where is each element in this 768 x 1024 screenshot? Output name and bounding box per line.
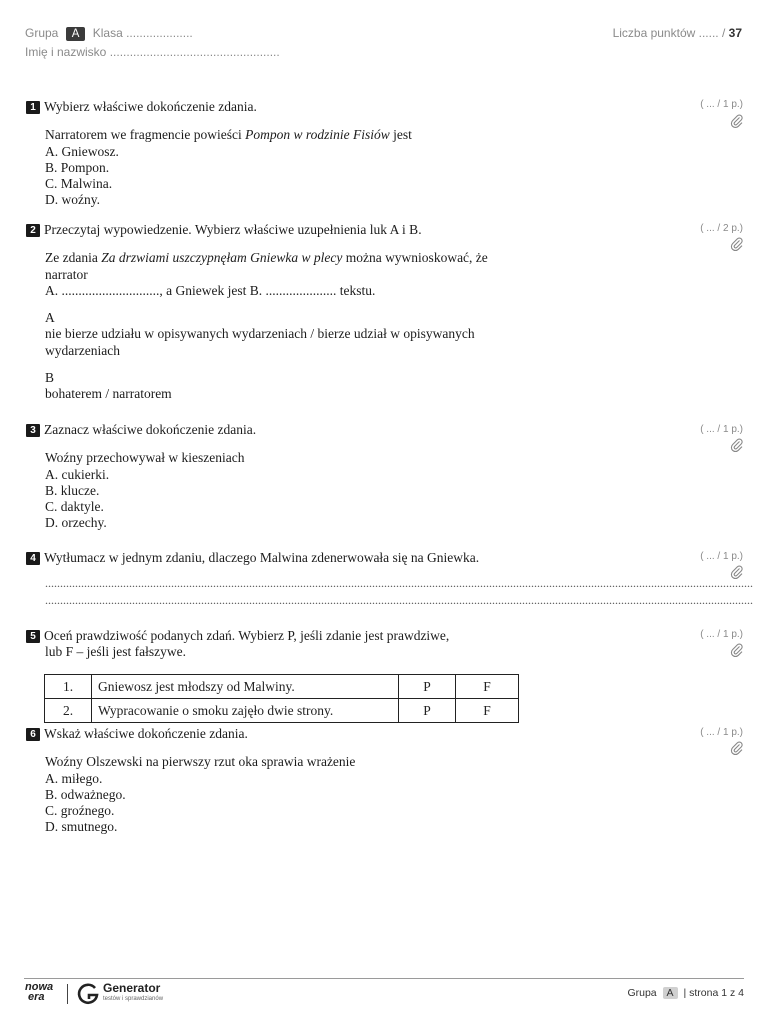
question-6 <box>26 726 666 836</box>
q4-points: ( ... / 1 p.) <box>700 551 743 562</box>
q2-b-label: B <box>45 370 55 386</box>
q6-stem: Woźny Olszewski na pierwszy rzut oka sprawia wrażenie <box>45 754 356 770</box>
q2-gap-line: A. ............................., a Gniewek jest B. ..................... tekstu. <box>45 282 376 298</box>
q4-instruction: Wytłumacz w jednym zdaniu, dlaczego Malwina zdenerwowała się na Gniewka. <box>44 550 480 565</box>
true-option[interactable]: P <box>399 675 456 699</box>
question-number: 1 <box>26 101 40 114</box>
paperclip-icon[interactable] <box>730 237 744 251</box>
footer-page-info <box>627 987 744 999</box>
paperclip-icon[interactable] <box>730 114 744 128</box>
answer-option[interactable]: A. miłego. <box>45 770 103 786</box>
answer-line[interactable]: ............................................................................................................................................................................................................................................ <box>45 593 753 608</box>
points-label: Liczba punktów ...... / <box>612 26 726 40</box>
q6-points: ( ... / 1 p.) <box>700 727 743 738</box>
statement: Wypracowanie o smoku zajęło dwie strony. <box>92 699 399 723</box>
answer-option[interactable]: A. Gniewosz. <box>45 143 119 159</box>
points-total-row <box>613 26 742 40</box>
paperclip-icon[interactable] <box>730 741 744 755</box>
table-row <box>45 699 519 723</box>
answer-option[interactable]: B. odważnego. <box>45 786 126 802</box>
answer-option[interactable]: C. groźnego. <box>45 803 115 819</box>
question-number: 2 <box>26 224 40 237</box>
footer-group-badge: A <box>663 987 678 999</box>
q6-instruction: Wskaż właściwe dokończenie zdania. <box>44 726 248 741</box>
false-option[interactable]: F <box>456 675 519 699</box>
class-label: Klasa .................... <box>92 26 193 40</box>
q2-a-options[interactable]: nie bierze udziału w opisywanych wydarzeniach / bierze udział w opisywanych <box>45 326 475 342</box>
answer-option[interactable]: C. daktyle. <box>45 499 104 515</box>
q1-points: ( ... / 1 p.) <box>700 99 743 110</box>
true-false-table-clip <box>44 674 520 722</box>
footer-divider <box>24 978 744 979</box>
q2-stem: Ze zdania Za drzwiami uszczypnęłam Gniewka w plecy można wywnioskować, że <box>45 250 488 266</box>
question-3 <box>26 422 666 532</box>
q2-points: ( ... / 2 p.) <box>700 223 743 234</box>
q3-points: ( ... / 1 p.) <box>700 424 743 435</box>
q3-stem: Woźny przechowywał w kieszeniach <box>45 450 245 466</box>
question-number: 3 <box>26 424 40 437</box>
table-row <box>45 675 519 699</box>
paperclip-icon[interactable] <box>730 438 744 452</box>
answer-option[interactable]: B. klucze. <box>45 482 100 498</box>
q1-stem: Narratorem we fragmencie powieści Pompon w rodzinie Fisiów jest <box>45 127 412 143</box>
q2-a-options-cont[interactable]: wydarzeniach <box>45 342 120 358</box>
q5-points: ( ... / 1 p.) <box>700 629 743 640</box>
answer-option[interactable]: D. smutnego. <box>45 819 118 835</box>
answer-option[interactable]: D. woźny. <box>45 192 100 208</box>
answer-option[interactable]: B. Pompon. <box>45 159 110 175</box>
question-5 <box>26 628 666 661</box>
answer-option[interactable]: C. Malwina. <box>45 176 113 192</box>
q5-instruction-cont: lub F – jeśli jest fałszywe. <box>45 644 186 660</box>
name-label: Imię i nazwisko ................................................... <box>25 45 280 59</box>
question-number: 6 <box>26 728 40 741</box>
group-badge: A <box>66 27 86 41</box>
paperclip-icon[interactable] <box>730 643 744 657</box>
question-1 <box>26 99 666 209</box>
q2-instruction: Przeczytaj wypowiedzenie. Wybierz właściwe uzupełnienia luk A i B. <box>44 222 422 237</box>
q5-instruction: Oceń prawdziwość podanych zdań. Wybierz P, jeśli zdanie jest prawdziwe, <box>44 628 450 643</box>
header-group-row <box>25 26 193 41</box>
q2-a-label: A <box>45 310 55 326</box>
question-number: 4 <box>26 552 40 565</box>
footer-logo-separator <box>67 984 68 1004</box>
row-number: 1. <box>45 675 92 699</box>
q1-instruction: Wybierz właściwe dokończenie zdania. <box>44 99 257 114</box>
question-number: 5 <box>26 630 40 643</box>
group-label: Grupa <box>25 26 59 40</box>
footer-group-label: Grupa <box>627 987 657 999</box>
generator-brand: Generator testów i sprawdzianów <box>103 981 164 1002</box>
false-option[interactable]: F <box>456 699 519 723</box>
answer-option[interactable]: A. cukierki. <box>45 466 110 482</box>
row-number: 2. <box>45 699 92 723</box>
question-2 <box>26 222 666 403</box>
answer-line[interactable]: ............................................................................................................................................................................................................................................ <box>45 576 753 591</box>
q2-stem-line2: narrator <box>45 266 88 282</box>
nowa-era-logo: nowa era <box>25 981 54 1003</box>
q3-instruction: Zaznacz właściwe dokończenie zdania. <box>44 422 257 437</box>
page-number: | strona 1 z 4 <box>683 987 744 999</box>
true-option[interactable]: P <box>399 699 456 723</box>
points-total: 37 <box>728 26 742 40</box>
answer-option[interactable]: D. orzechy. <box>45 515 107 531</box>
generator-logo-icon <box>76 982 100 1006</box>
q2-b-options[interactable]: bohaterem / narratorem <box>45 386 172 402</box>
statement: Gniewosz jest młodszy od Malwiny. <box>92 675 399 699</box>
true-false-table <box>44 674 519 723</box>
